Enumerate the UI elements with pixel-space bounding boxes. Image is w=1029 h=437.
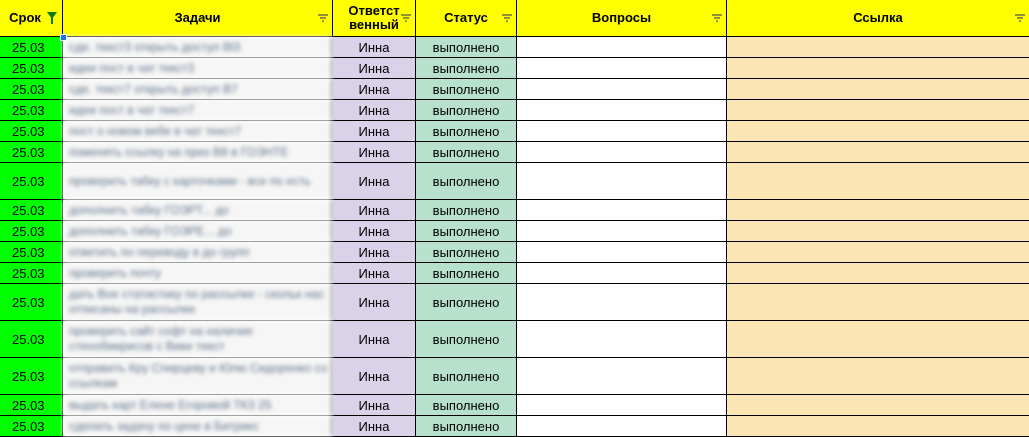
header-questions-label: Вопросы: [591, 10, 652, 25]
filter-icon[interactable]: [502, 14, 512, 22]
filter-active-icon[interactable]: [47, 12, 57, 19]
responsible-cell[interactable]: Инна: [333, 284, 416, 320]
task-cell[interactable]: сде. текст3 открыть доступ Bl3: [63, 37, 333, 57]
task-cell[interactable]: идеи пост в чат текст7: [63, 100, 333, 120]
status-cell[interactable]: выполнено: [416, 358, 517, 394]
status-cell[interactable]: выполнено: [416, 79, 517, 99]
header-link[interactable]: [727, 0, 1029, 36]
table-row: [0, 163, 1029, 200]
questions-cell[interactable]: [517, 121, 727, 141]
table-row: [0, 200, 1029, 221]
questions-cell[interactable]: [517, 79, 727, 99]
task-cell[interactable]: дополнить табку ГОЭРЕ... до: [63, 221, 333, 241]
header-status[interactable]: [416, 0, 517, 36]
task-cell[interactable]: отправить Кру Спирцеву и Юлю Сидоренко со ссылкам: [63, 358, 333, 394]
table-row: [0, 100, 1029, 121]
task-cell[interactable]: ответить по переводу в до групп: [63, 242, 333, 262]
questions-cell[interactable]: [517, 221, 727, 241]
selection-handle[interactable]: [60, 34, 67, 41]
link-cell[interactable]: [727, 37, 1029, 57]
responsible-cell[interactable]: Инна: [333, 37, 416, 57]
header-status-label: Статус: [444, 10, 488, 25]
table-row: [0, 58, 1029, 79]
deadline-cell[interactable]: 25.03: [0, 242, 63, 262]
table-row: [0, 395, 1029, 416]
header-responsible-line2: венный: [349, 17, 399, 32]
table-row: [0, 263, 1029, 284]
header-tasks-label: Задачи: [174, 10, 221, 25]
questions-cell[interactable]: [517, 200, 727, 220]
status-cell[interactable]: выполнено: [416, 121, 517, 141]
task-cell[interactable]: проверить почту: [63, 263, 333, 283]
status-cell[interactable]: выполнено: [416, 100, 517, 120]
task-cell[interactable]: сделать задачу по цене в Битрикс: [63, 416, 333, 436]
link-cell[interactable]: [727, 121, 1029, 141]
task-cell[interactable]: поменять ссылку на приз B8 в ГОЭНТЕ: [63, 142, 333, 162]
table-row: [0, 79, 1029, 100]
deadline-cell[interactable]: 25.03: [0, 284, 63, 320]
responsible-cell[interactable]: Инна: [333, 263, 416, 283]
table-row: [0, 284, 1029, 321]
responsible-cell[interactable]: Инна: [333, 358, 416, 394]
responsible-cell[interactable]: Инна: [333, 242, 416, 262]
questions-cell[interactable]: [517, 100, 727, 120]
questions-cell[interactable]: [517, 142, 727, 162]
questions-cell[interactable]: [517, 416, 727, 436]
table-body: [0, 37, 1029, 437]
questions-cell[interactable]: [517, 163, 727, 199]
table-row: [0, 221, 1029, 242]
status-cell[interactable]: выполнено: [416, 142, 517, 162]
task-cell[interactable]: дополнить табку ГОЭРТ... до: [63, 200, 333, 220]
deadline-cell[interactable]: 25.03: [0, 358, 63, 394]
link-cell[interactable]: [727, 416, 1029, 436]
responsible-cell[interactable]: Инна: [333, 142, 416, 162]
deadline-cell[interactable]: 25.03: [0, 79, 63, 99]
deadline-cell[interactable]: 25.03: [0, 163, 63, 199]
link-cell[interactable]: [727, 395, 1029, 415]
link-cell[interactable]: [727, 79, 1029, 99]
link-cell[interactable]: [727, 321, 1029, 357]
header-deadline-label: Срок: [9, 10, 41, 25]
status-cell[interactable]: выполнено: [416, 58, 517, 78]
responsible-cell[interactable]: Инна: [333, 100, 416, 120]
responsible-cell[interactable]: Инна: [333, 416, 416, 436]
task-cell[interactable]: дать Вое статистику по рассылке - скольк нас отписаны на рассылки: [63, 284, 333, 320]
header-link-label: Ссылка: [853, 10, 903, 25]
deadline-cell[interactable]: 25.03: [0, 58, 63, 78]
status-cell[interactable]: выполнено: [416, 263, 517, 283]
task-cell[interactable]: идеи пост в чат текст3: [63, 58, 333, 78]
link-cell[interactable]: [727, 100, 1029, 120]
link-cell[interactable]: [727, 142, 1029, 162]
status-cell[interactable]: выполнено: [416, 221, 517, 241]
status-cell[interactable]: выполнено: [416, 416, 517, 436]
questions-cell[interactable]: [517, 284, 727, 320]
questions-cell[interactable]: [517, 37, 727, 57]
deadline-cell[interactable]: 25.03: [0, 142, 63, 162]
status-cell[interactable]: выполнено: [416, 242, 517, 262]
link-cell[interactable]: [727, 358, 1029, 394]
table-row: [0, 321, 1029, 358]
status-cell[interactable]: выполнено: [416, 321, 517, 357]
questions-cell[interactable]: [517, 242, 727, 262]
table-row: [0, 242, 1029, 263]
deadline-cell[interactable]: 25.03: [0, 200, 63, 220]
header-tasks[interactable]: [63, 0, 333, 36]
filter-icon[interactable]: [401, 14, 411, 22]
link-cell[interactable]: [727, 221, 1029, 241]
deadline-cell[interactable]: 25.03: [0, 416, 63, 436]
filter-icon[interactable]: [712, 14, 722, 22]
task-cell[interactable]: пост о новом вебе в чат текст7: [63, 121, 333, 141]
deadline-cell[interactable]: 25.03: [0, 121, 63, 141]
responsible-cell[interactable]: Инна: [333, 395, 416, 415]
header-responsible-line1: Ответст: [348, 3, 400, 18]
link-cell[interactable]: [727, 242, 1029, 262]
status-cell[interactable]: выполнено: [416, 163, 517, 199]
status-cell[interactable]: выполнено: [416, 37, 517, 57]
responsible-cell[interactable]: Инна: [333, 221, 416, 241]
status-cell[interactable]: выполнено: [416, 200, 517, 220]
deadline-cell[interactable]: 25.03: [0, 321, 63, 357]
responsible-cell[interactable]: Инна: [333, 200, 416, 220]
filter-icon[interactable]: [1015, 14, 1025, 22]
deadline-cell[interactable]: 25.03: [0, 263, 63, 283]
header-deadline[interactable]: [0, 0, 63, 36]
link-cell[interactable]: [727, 163, 1029, 199]
status-cell[interactable]: выполнено: [416, 395, 517, 415]
table-row: [0, 121, 1029, 142]
task-cell[interactable]: выдать карт Елене Егоровой ТКЗ 25: [63, 395, 333, 415]
filter-icon[interactable]: [318, 14, 328, 22]
deadline-cell[interactable]: 25.03: [0, 221, 63, 241]
questions-cell[interactable]: [517, 321, 727, 357]
questions-cell[interactable]: [517, 395, 727, 415]
link-cell[interactable]: [727, 200, 1029, 220]
header-responsible[interactable]: [333, 0, 416, 36]
responsible-cell[interactable]: Инна: [333, 321, 416, 357]
table-row: [0, 37, 1029, 58]
header-row: [0, 0, 1029, 37]
responsible-cell[interactable]: Инна: [333, 163, 416, 199]
questions-cell[interactable]: [517, 263, 727, 283]
deadline-cell[interactable]: 25.03: [0, 395, 63, 415]
responsible-cell[interactable]: Инна: [333, 79, 416, 99]
questions-cell[interactable]: [517, 358, 727, 394]
status-cell[interactable]: выполнено: [416, 284, 517, 320]
deadline-cell[interactable]: 25.03: [0, 100, 63, 120]
deadline-cell[interactable]: 25.03: [0, 37, 63, 57]
header-questions[interactable]: [517, 0, 727, 36]
table-row: [0, 142, 1029, 163]
link-cell[interactable]: [727, 58, 1029, 78]
task-cell[interactable]: сде. текст7 открыть доступ B7: [63, 79, 333, 99]
link-cell[interactable]: [727, 263, 1029, 283]
table-row: [0, 358, 1029, 395]
task-cell[interactable]: проверить табку с карточками - все по есть: [63, 163, 333, 199]
questions-cell[interactable]: [517, 58, 727, 78]
responsible-cell[interactable]: Инна: [333, 58, 416, 78]
responsible-cell[interactable]: Инна: [333, 121, 416, 141]
task-cell[interactable]: проверить сайт софт на наличие стенобиирисов с Вики текст: [63, 321, 333, 357]
link-cell[interactable]: [727, 284, 1029, 320]
